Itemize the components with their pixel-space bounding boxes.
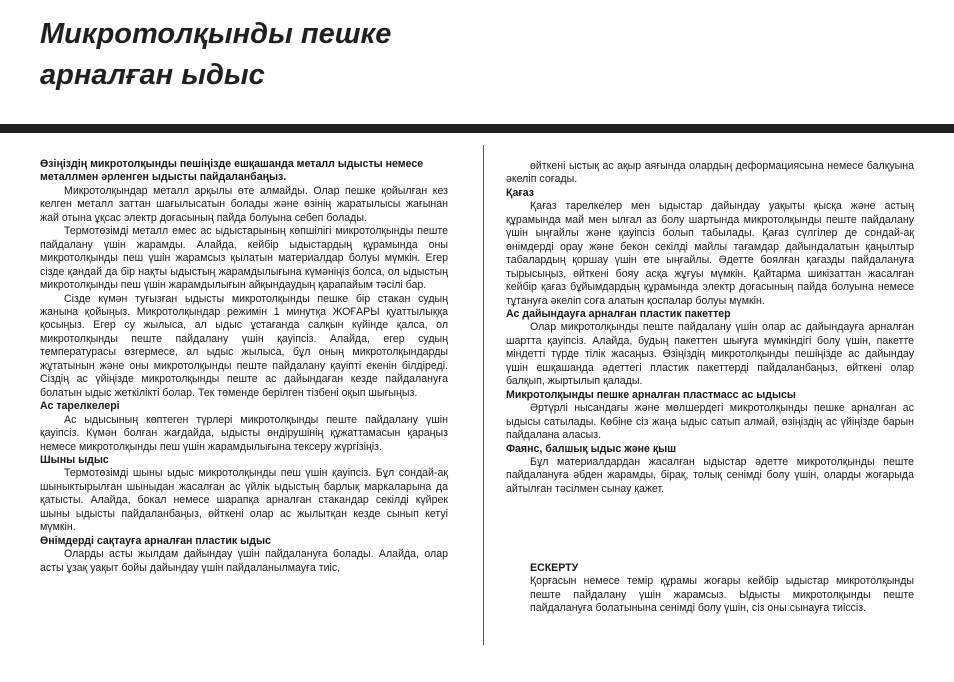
page-title-line-1: Микротолқынды пешке bbox=[40, 18, 392, 50]
intro-paragraph: Сізде күмән туғызған ыдысты микротолқынды пешке бір стакан судың жанына қойыңыз. Микротолқындар режимін 1 минутқа ЖОҒАРЫ қуаттылыққа қосыңыз. Егер су жылыса, ал ыдыс ұстағанда салқын күйінде қалса, ол микротолқынды пеште пайдалану үшін қауіпсіз. Алайда, егер судың температурасы өзгермесе, ал ыдыс жылыса, бұл оның микротолқындарды жұтатынын және оны микротолқынды пеште пайдалану қауіпті екенін білдіреді. Сіздің ас үйіңізде микротолқынды пеште ас дайындаған кезде пайдалануға болатын ыдыс жеткілікті болар. Тек төменде берілген тізбені оқып шығыңыз. bbox=[40, 292, 448, 399]
continuation-paragraph: өйткені ыстық ас ақыр аяғында олардың деформациясына немесе балқуына әкеліп соғады. bbox=[506, 160, 914, 186]
intro-warning-heading: Өзіңіздің микротолқынды пешіңізде ешқашанда металл ыдысты немесе металлмен әрленген ыдысты пайдаланбаңыз. bbox=[40, 158, 424, 184]
section-heading-dinnerware: Ас тарелкелері bbox=[40, 400, 120, 413]
section-body-dinnerware: Ас ыдысының көптеген түрлері микротолқынды пеште пайдалану үшін қауіпсіз. Күмән болған жағдайда, ыдысты өндірушінің құжаттамасын қараңыз немесе микротолқынды пеш үшін жарамдылығына тексеру жүргізіңіз. bbox=[40, 413, 448, 453]
section-heading-paper: Қағаз bbox=[506, 186, 535, 199]
section-heading-plastic-cookware: Микротолқынды пешке арналған пластмасс ас ыдысы bbox=[506, 388, 796, 401]
section-heading-storage-containers: Өнімдерді сақтауға арналған пластик ыдыс bbox=[40, 534, 271, 547]
section-body-pottery: Бұл материалдардан жасалған ыдыстар әдетте микротолқынды пеште пайдалануға әбден жарамды, бірақ, толық сенімді болу үшін, оларды жоғарыда айтылған тәсілмен сынау қажет. bbox=[506, 455, 914, 495]
intro-paragraph: Термотөзімді металл емес ас ыдыстарының көпшілігі микротолқынды пеште пайдалану үшін жарамды. Алайда, кейбір ыдыстардың құрамында оны микротолқынды пеш үшін жарамсыз қылатын материалдар болуы мүмкін. Егер сізде қандай да бір нақты ыдыстың жарамдылығына күмәніңіз болса, ол ыдыстың микротолқынды пеш үшін жарамдылығын айқындаудың қарапайым тәсілі бар. bbox=[40, 225, 448, 292]
section-body-paper: Қағаз тарелкелер мен ыдыстар дайындау уақыты қысқа және астың құрамында май мен ылғал аз болу шартында микротолқынды пеште пайдалану үшін ыңғайлы және қауіпсіз болып табылады. Қағаз сүлгілер де сондай-ақ өнімдерді орау және бекон секілді майлы тағамдар дайындалатын қаңылтыр табалардың қоршау үшін өте ыңғайлы. Әдетте боялған қағазды пайдалануға тырысыңыз, өйткені бояу асқа жұғуы мүмкін. Қайтарма шикізаттан жасалған кейбір қағаз бұйымдардың құрамында электр доғасының пайда болуына немесе тұтануға әкеліп соға алатын қоспалар болуы мүмкін. bbox=[506, 200, 914, 307]
section-heading-cooking-bags: Ас дайындауға арналған пластик пакеттер bbox=[506, 307, 731, 320]
section-body-storage-containers: Оларды асты жылдам дайындау үшін пайдалануға болады. Алайда, олар асты ұзақ уақыт бойы дайындау үшін пайдаланылмауға тиіс, bbox=[40, 548, 448, 574]
section-body-glassware: Термотөзімді шыны ыдыс микротолқынды пеш үшін қауіпсіз. Бұл сондай-ақ шыныктырылған шыныдан жасалған ас үйлік ыдыстың барлық маркаларына да қатысты. Алайда, бокал немесе шарапқа арналған стакандар секілді күйрек шыны ыдысты пайдаланбаңыз, өйткені олар ас жылытқан кезде сынып кетуі мүмкін. bbox=[40, 467, 448, 534]
header-rule bbox=[0, 124, 954, 133]
column-divider bbox=[483, 145, 484, 645]
intro-paragraph: Микротолқындар металл арқылы өте алмайды. Олар пешке қойылған кез келген металл заттан шағылысатын болады және өзінің жаратылысы жағынан жай отына ұқсас электр доғасының пайда болуына себеп болады. bbox=[40, 184, 448, 224]
page-title bbox=[40, 14, 391, 96]
section-heading-glassware: Шыны ыдыс bbox=[40, 453, 109, 466]
left-column bbox=[40, 158, 448, 575]
page-title-line-2: арналған ыдыс bbox=[40, 59, 265, 91]
section-body-plastic-cookware: Әртүрлі нысандағы және мөлшердегі микротолқынды пешке арналған ас ыдысы сатылады. Көбіне сіз жаңа ыдыс сатып алмай, өзіңіздің ас үйіңізде барын пайдалана аласыз. bbox=[506, 402, 914, 442]
note-box bbox=[530, 562, 914, 616]
section-body-cooking-bags: Олар микротолқынды пеште пайдалану үшін олар ас дайындауға арналған шартта қауіпсіз. Алайда, будың пакеттен шығуға мүмкіндігі болу үшін, пакетте міндетті түрде тілік жасаңыз. Өзіңіздің микротолқынды пешіңізде ас дайындау үшін ешқашанда әдеттегі пластик пакеттерді пайдаланбаңыз, өйткені олар балқып, жыртылып қалады. bbox=[506, 321, 914, 388]
section-heading-pottery: Фаянс, балшық ыдыс және қыш bbox=[506, 442, 677, 455]
note-body: Қорғасын немесе темір құрамы жоғары кейбір ыдыстар микротолқынды пеште пайдалану үшін жарамсыз. Ыдысты микротолқынды пеште пайдалануға болатынына сенімді болу үшін, сіз оны сынауға тиіссіз. bbox=[530, 575, 914, 615]
note-heading: ЕСКЕРТУ bbox=[530, 562, 579, 574]
right-column bbox=[506, 160, 914, 496]
